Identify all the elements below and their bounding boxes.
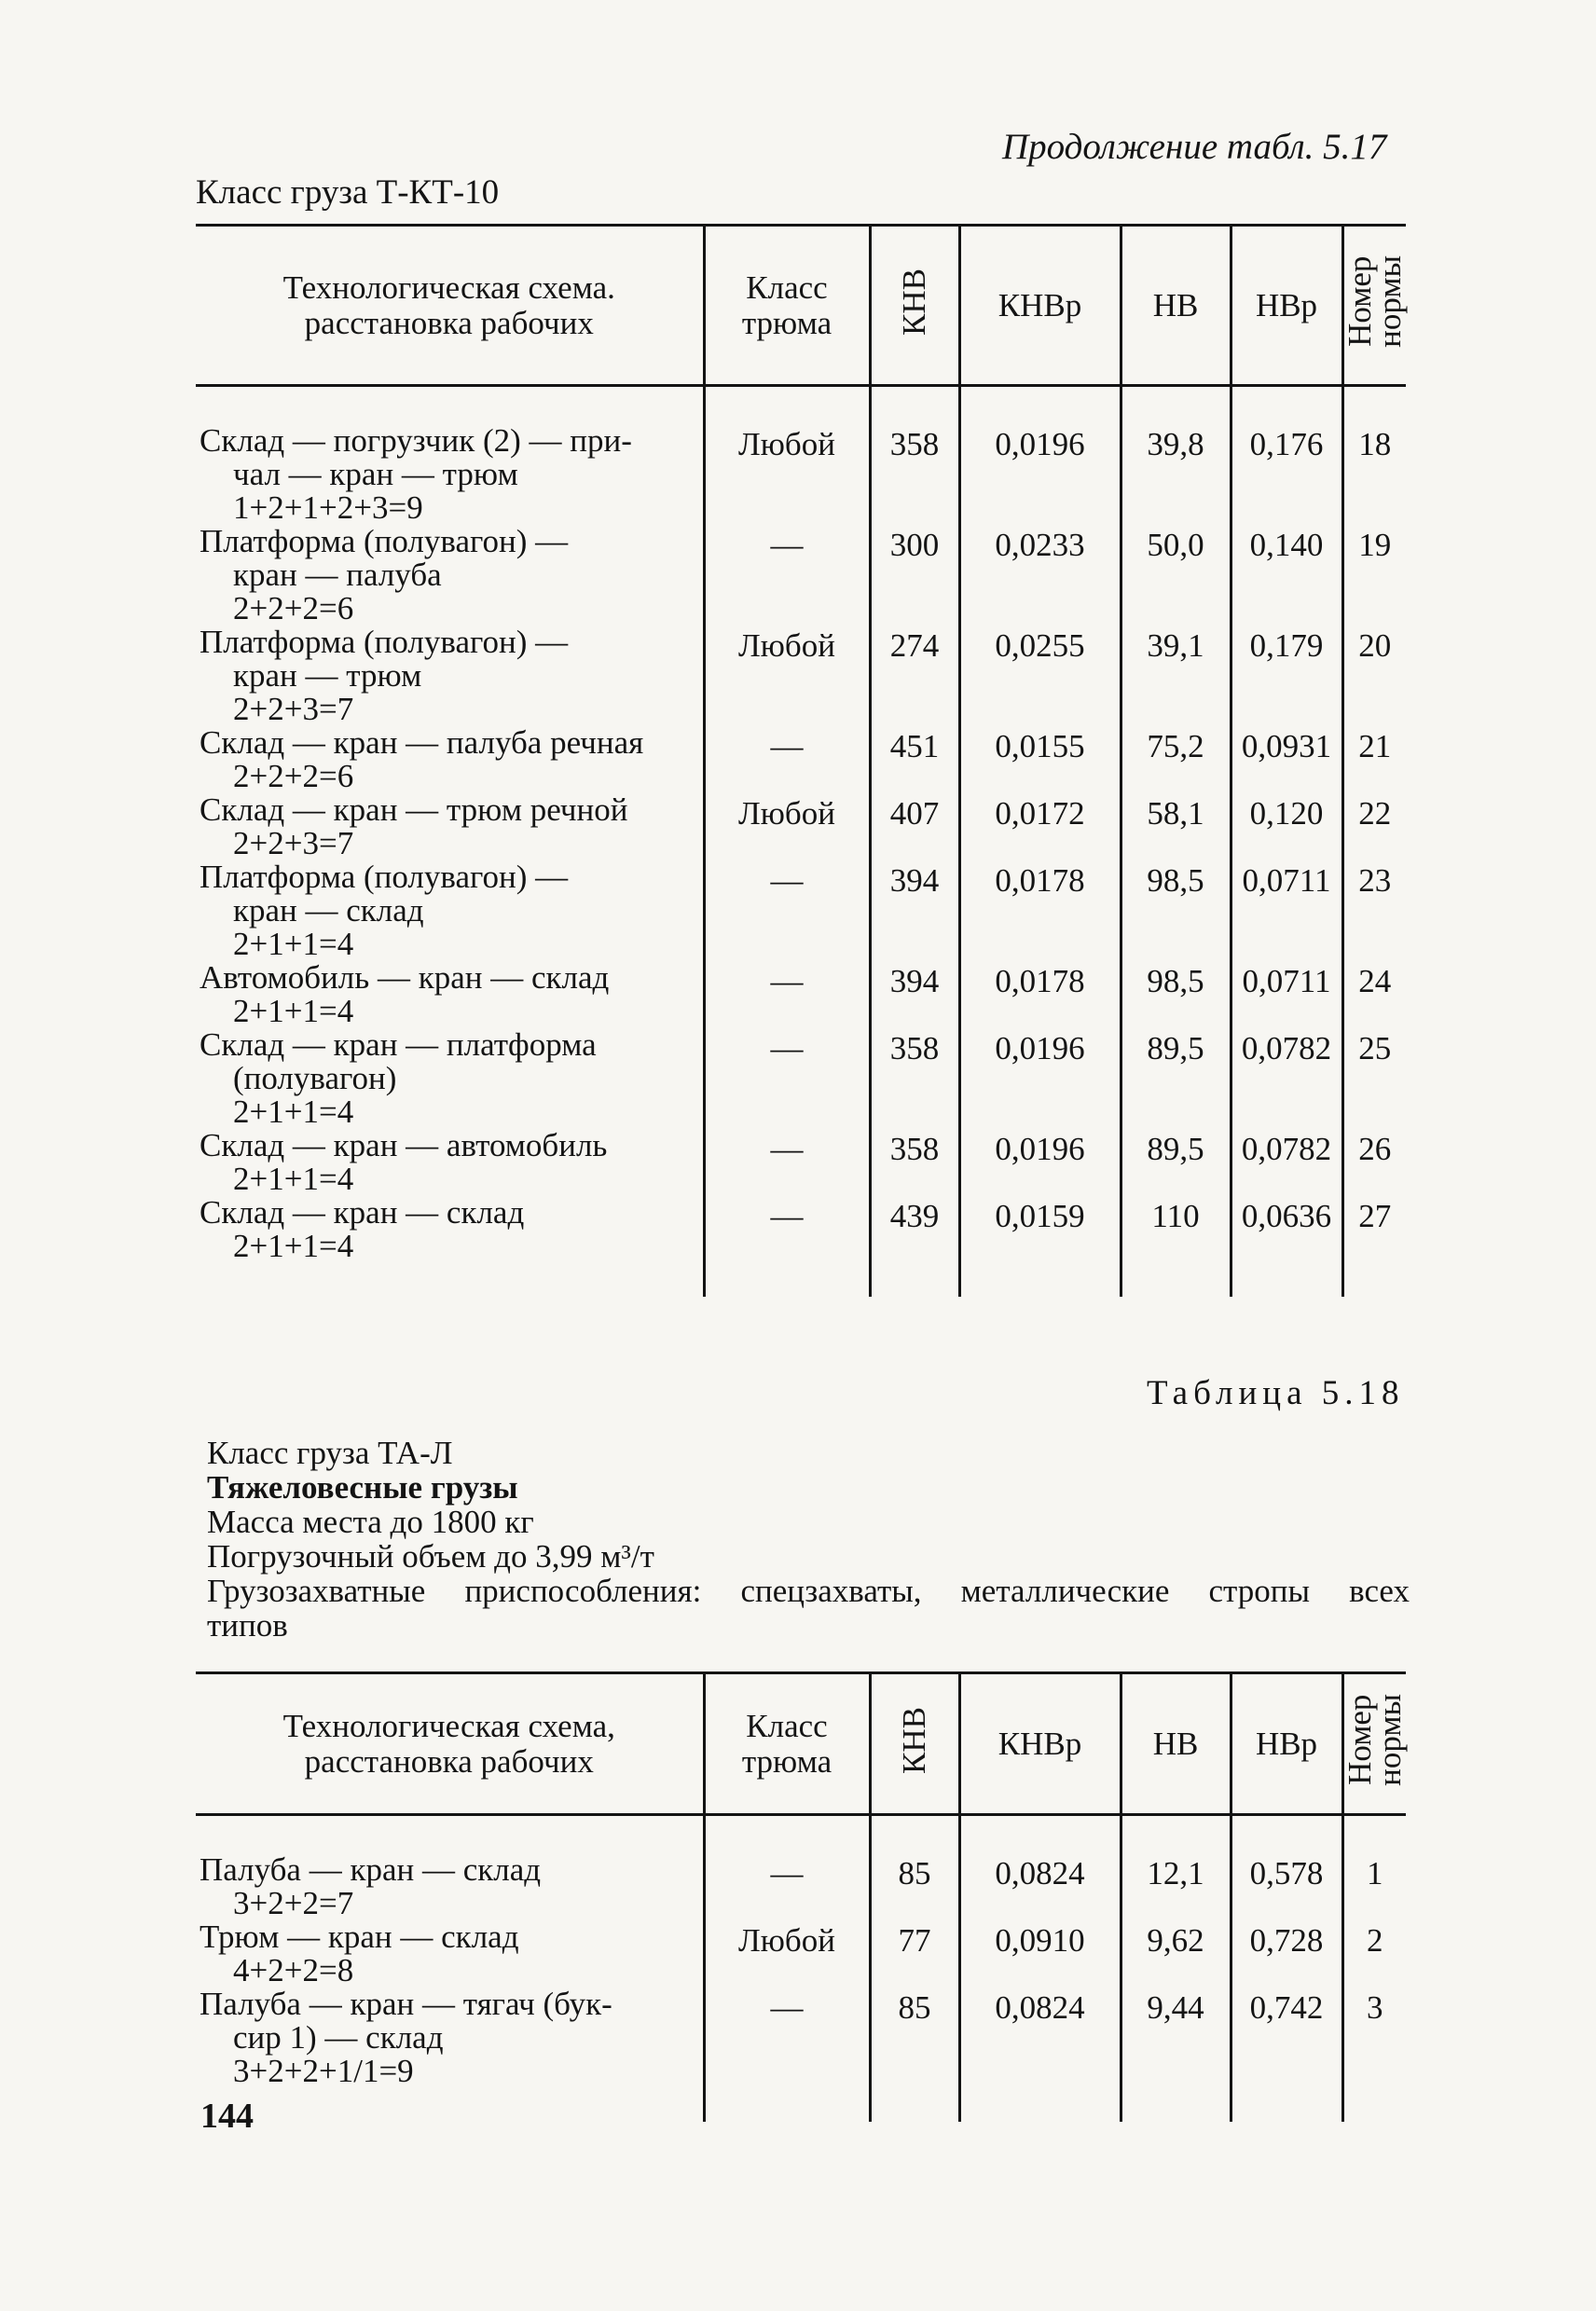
cell-knv: 439 [870,1196,959,1297]
header-nv-r: НВр [1231,1673,1342,1815]
norms-table-5-18 [196,1671,1406,2122]
cell-scheme: Платформа (полувагон) — кран — склад 2+1+1=4 [200,859,569,962]
cell-norm-number: 22 [1342,793,1406,860]
cell-norm-number: 24 [1342,961,1406,1028]
cell-nv: 89,5 [1121,1028,1231,1129]
cell-scheme: Платформа (полувагон) — кран — палуба 2+2+2=6 [200,523,569,626]
cell-nv: 98,5 [1121,961,1231,1028]
table-row [196,961,1406,1028]
cell-hold-class: — [704,1988,870,2122]
cell-hold-class: — [704,1028,870,1129]
table-row [196,1853,1406,1920]
cell-nv-r: 0,176 [1231,424,1342,525]
cell-norm-number: 1 [1342,1853,1406,1920]
cell-nv: 39,1 [1121,626,1231,726]
header-norm-number: Номер нормы [1342,226,1406,386]
header-nv: НВ [1121,226,1231,386]
spacer-row [196,386,1406,425]
cell-nv-r: 0,0782 [1231,1129,1342,1196]
cell-scheme: Склад — кран — автомобиль 2+1+1=4 [200,1127,608,1197]
cell-hold-class: — [704,726,870,793]
cell-nv: 50,0 [1121,525,1231,626]
table-row [196,793,1406,860]
cell-knv-r: 0,0172 [959,793,1121,860]
cell-nv: 75,2 [1121,726,1231,793]
cell-knv: 358 [870,1129,959,1196]
cell-nv: 89,5 [1121,1129,1231,1196]
cell-scheme: Трюм — кран — склад 4+2+2=8 [200,1919,519,1988]
cell-nv: 9,44 [1121,1988,1231,2122]
table-row [196,525,1406,626]
cell-knv-r: 0,0159 [959,1196,1121,1297]
cell-knv: 394 [870,860,959,961]
cell-nv-r: 0,179 [1231,626,1342,726]
header-knv-r: КНВр [959,1673,1121,1815]
cell-knv: 85 [870,1853,959,1920]
table-row [196,424,1406,525]
table-row [196,726,1406,793]
header-knv: КНВ [870,226,959,386]
cell-knv: 407 [870,793,959,860]
table-row [196,1129,1406,1196]
table1-class-title: Класс груза Т-КТ-10 [196,173,500,212]
cell-hold-class: — [704,525,870,626]
cell-knv: 274 [870,626,959,726]
header-nv: НВ [1121,1673,1231,1815]
cell-knv: 451 [870,726,959,793]
cell-nv-r: 0,742 [1231,1988,1342,2122]
table2-caption: Таблица 5.18 [1147,1374,1405,1412]
cell-norm-number: 23 [1342,860,1406,961]
header-knv-r: КНВр [959,226,1121,386]
cell-scheme: Склад — кран — трюм речной 2+2+3=7 [200,791,628,861]
cell-norm-number: 20 [1342,626,1406,726]
cell-scheme: Палуба — кран — склад 3+2+2=7 [200,1851,542,1921]
cell-hold-class: — [704,1196,870,1297]
cell-knv-r: 0,0233 [959,525,1121,626]
cell-knv-r: 0,0155 [959,726,1121,793]
cell-nv-r: 0,0711 [1231,860,1342,961]
header-nv-r: НВр [1231,226,1342,386]
cell-norm-number: 21 [1342,726,1406,793]
cell-knv-r: 0,0910 [959,1920,1121,1988]
cell-nv: 58,1 [1121,793,1231,860]
cell-norm-number: 19 [1342,525,1406,626]
cell-scheme: Автомобиль — кран — склад 2+1+1=4 [200,959,610,1029]
cell-knv-r: 0,0824 [959,1853,1121,1920]
gripping-devices-line: Грузозахватные приспособления: спецзахваты, металлические стропы всех [207,1573,1410,1609]
cell-knv: 77 [870,1920,959,1988]
cell-hold-class: Любой [704,626,870,726]
cell-norm-number: 2 [1342,1920,1406,1988]
table-row [196,1196,1406,1297]
cell-hold-class: Любой [704,1920,870,1988]
cell-knv-r: 0,0196 [959,1028,1121,1129]
cell-nv-r: 0,728 [1231,1920,1342,1988]
table-row [196,860,1406,961]
gripping-devices-line-end: типов [207,1607,288,1644]
cell-norm-number: 26 [1342,1129,1406,1196]
header-hold-class: Класс трюма [704,1673,870,1815]
spacer-row [196,1815,1406,1854]
cargo-class-line: Класс груза ТА-Л [207,1435,453,1471]
header-scheme: Технологическая схема. расстановка рабочих [196,226,704,386]
table2-body [196,1815,1406,2123]
table-row [196,1920,1406,1988]
cell-knv: 300 [870,525,959,626]
cell-nv: 12,1 [1121,1853,1231,1920]
cell-hold-class: — [704,961,870,1028]
cell-norm-number: 25 [1342,1028,1406,1129]
cell-hold-class: — [704,1853,870,1920]
cell-scheme: Склад — кран — палуба речная 2+2+2=6 [200,724,644,794]
table-row [196,626,1406,726]
cargo-volume-line: Погрузочный объем до 3,99 м³/т [207,1538,654,1575]
table-row [196,1988,1406,2122]
cell-hold-class: Любой [704,793,870,860]
table-row [196,1028,1406,1129]
cell-nv-r: 0,0636 [1231,1196,1342,1297]
cell-hold-class: — [704,1129,870,1196]
continuation-title: Продолжение табл. 5.17 [1002,127,1387,167]
cell-nv-r: 0,0782 [1231,1028,1342,1129]
cell-nv: 39,8 [1121,424,1231,525]
cell-knv-r: 0,0178 [959,961,1121,1028]
header-scheme: Технологическая схема, расстановка рабочих [196,1673,704,1815]
cell-scheme: Склад — кран — склад 2+1+1=4 [200,1194,525,1264]
header-norm-number: Номер нормы [1342,1673,1406,1815]
cell-knv-r: 0,0196 [959,1129,1121,1196]
cell-norm-number: 27 [1342,1196,1406,1297]
cell-nv-r: 0,578 [1231,1853,1342,1920]
cell-nv: 110 [1121,1196,1231,1297]
cell-scheme: Склад — погрузчик (2) — при- чал — кран — трюм 1+2+1+2+3=9 [200,422,632,526]
cell-knv-r: 0,0196 [959,424,1121,525]
cell-nv-r: 0,0711 [1231,961,1342,1028]
cell-hold-class: — [704,860,870,961]
table2-info [207,1436,1410,1643]
table-header [196,226,1406,386]
cell-scheme: Платформа (полувагон) — кран — трюм 2+2+3=7 [200,624,569,727]
header-hold-class: Класс трюма [704,226,870,386]
cell-knv-r: 0,0255 [959,626,1121,726]
cell-nv-r: 0,0931 [1231,726,1342,793]
cell-knv-r: 0,0178 [959,860,1121,961]
cell-norm-number: 18 [1342,424,1406,525]
table-header [196,1673,1406,1815]
cell-nv: 98,5 [1121,860,1231,961]
cell-knv: 394 [870,961,959,1028]
cell-knv: 85 [870,1988,959,2122]
cell-knv: 358 [870,424,959,525]
norms-table-5-17 [196,224,1406,1297]
cell-nv-r: 0,120 [1231,793,1342,860]
cell-nv-r: 0,140 [1231,525,1342,626]
cell-norm-number: 3 [1342,1988,1406,2122]
cell-scheme: Палуба — кран — тягач (бук- сир 1) — склад 3+2+2+1/1=9 [200,1986,612,2089]
table1-body [196,386,1406,1298]
cargo-mass-line: Масса места до 1800 кг [207,1504,534,1540]
cell-knv: 358 [870,1028,959,1129]
page-number: 144 [200,2097,254,2136]
cargo-type-line: Тяжеловесные грузы [207,1469,518,1506]
cell-hold-class: Любой [704,424,870,525]
cell-knv-r: 0,0824 [959,1988,1121,2122]
cell-nv: 9,62 [1121,1920,1231,1988]
header-knv: КНВ [870,1673,959,1815]
cell-scheme: Склад — кран — платформа (полувагон) 2+1+1=4 [200,1026,597,1130]
